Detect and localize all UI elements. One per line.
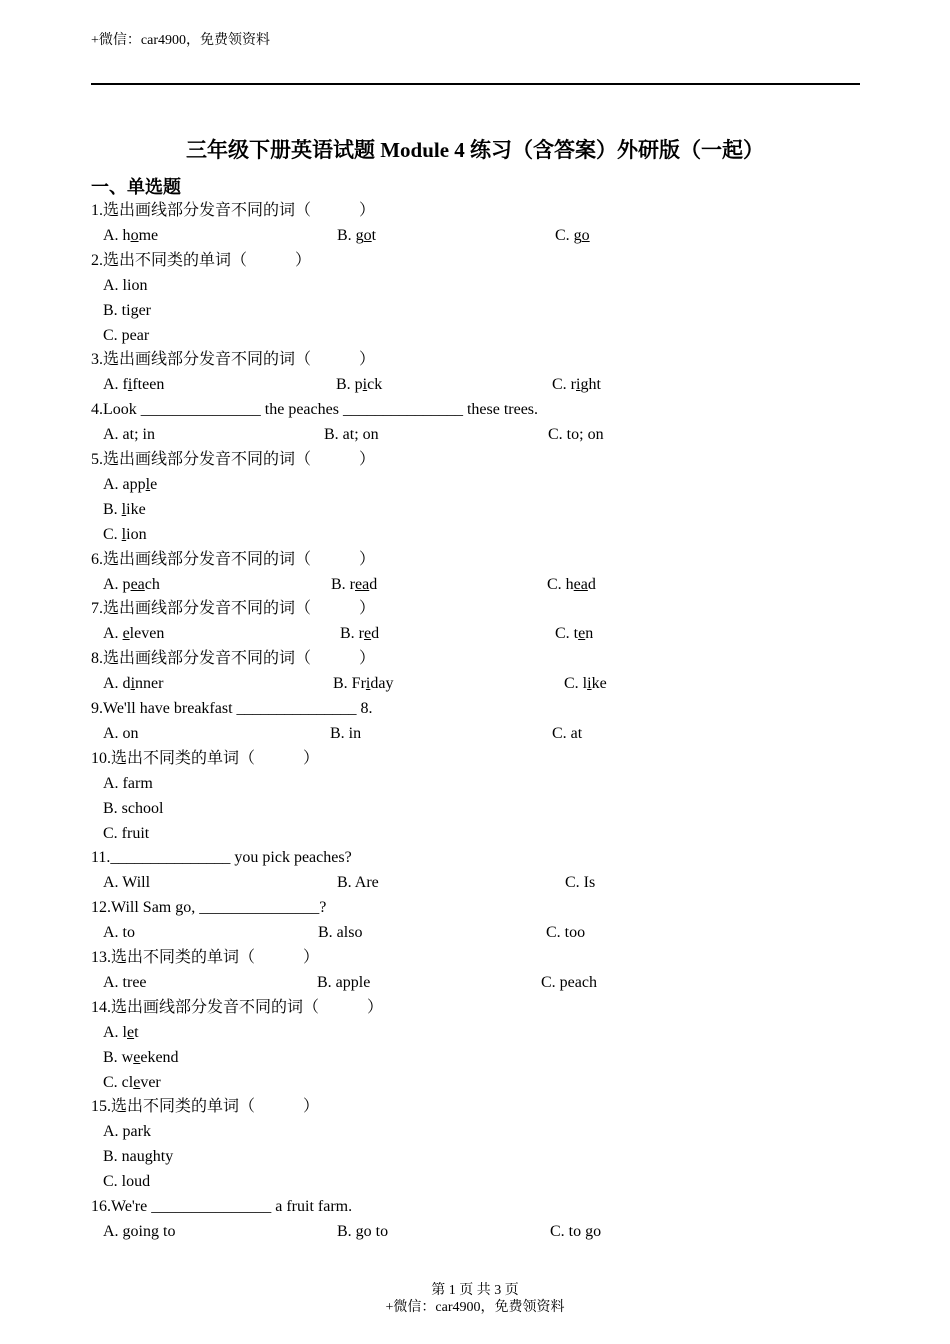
option-text: A. going to	[103, 1222, 176, 1240]
option-text: C. to go	[550, 1222, 602, 1240]
option-text: A. farm	[103, 774, 153, 792]
option-text-rest: me	[138, 226, 159, 244]
underlined-letters: i	[130, 675, 136, 693]
option-text: B. r	[340, 625, 364, 643]
option-text-rest: ch	[144, 575, 160, 593]
option-text: B. r	[331, 575, 355, 593]
option-c	[103, 525, 147, 545]
option-text-rest: leven	[129, 625, 165, 643]
option-text: C. fruit	[103, 824, 150, 842]
underlined-letters: o	[581, 226, 590, 244]
underlined-letters: e	[127, 1023, 135, 1041]
underlined-letters: o	[363, 226, 372, 244]
option-text-rest: e	[150, 475, 158, 493]
option-text: A.	[103, 625, 123, 643]
option-text: A. p	[103, 575, 131, 593]
underlined-letters: i	[365, 675, 371, 693]
option-text-rest: t	[134, 1023, 139, 1041]
option-c	[555, 624, 593, 644]
option-text-rest: d	[587, 575, 596, 593]
question-stem: 2.选出不同类的单词（ ）	[91, 251, 312, 269]
option-b	[103, 301, 151, 321]
option-text: B. w	[103, 1048, 134, 1066]
option-a	[103, 624, 164, 644]
option-b	[103, 1147, 173, 1167]
option-c	[546, 923, 585, 943]
option-text: C. pear	[103, 326, 150, 344]
option-a	[103, 375, 164, 395]
option-text: B. at; on	[324, 426, 379, 444]
option-a	[103, 873, 150, 893]
footer-note: +微信：car4900，免费领资料	[385, 1300, 565, 1315]
option-c	[103, 1172, 150, 1192]
question-stem: 6.选出画线部分发音不同的词（ ）	[91, 550, 376, 568]
option-a	[103, 425, 155, 445]
option-b	[337, 1222, 388, 1242]
option-text: B. Fr	[333, 675, 366, 693]
option-text: C. at	[552, 724, 583, 742]
option-text: A. app	[103, 475, 146, 493]
option-text-rest: d	[369, 575, 378, 593]
question-stem: 16.We're _______________ a fruit farm.	[91, 1198, 353, 1215]
option-b	[333, 674, 393, 694]
underlined-letters: e	[133, 1073, 141, 1091]
question-stem: 1.选出画线部分发音不同的词（ ）	[91, 202, 376, 219]
option-text-rest: ke	[591, 675, 607, 693]
underlined-letters: e	[133, 1048, 141, 1066]
option-text-rest: fteen	[132, 376, 165, 394]
underlined-letters: e	[364, 625, 372, 643]
option-a	[103, 1122, 151, 1142]
option-c	[564, 674, 607, 694]
underlined-letters: i	[127, 376, 133, 394]
option-c	[103, 326, 149, 346]
option-text-rest: ght	[580, 376, 601, 394]
option-a	[103, 1023, 139, 1043]
option-text: C. to; on	[548, 426, 604, 444]
option-text: C. g	[555, 226, 582, 244]
option-text: C. l	[564, 675, 588, 693]
question-stem: 8.选出画线部分发音不同的词（ ）	[91, 650, 376, 668]
option-text: A. Will	[103, 874, 151, 892]
option-text: A. to	[103, 924, 135, 942]
option-text-rest: d	[371, 625, 380, 643]
question-stem: 15.选出不同类的单词（ ）	[91, 1098, 320, 1116]
question-stem: 14.选出画线部分发音不同的词（ ）	[91, 998, 384, 1016]
option-b	[318, 923, 362, 943]
option-text: C.	[103, 525, 122, 543]
option-a	[103, 774, 153, 794]
option-text: B. g	[337, 226, 364, 244]
option-a	[103, 724, 139, 744]
option-c	[548, 425, 604, 445]
option-text: A. d	[103, 675, 131, 693]
option-a	[103, 1222, 175, 1242]
option-text: A. park	[103, 1123, 151, 1141]
option-text: C. t	[555, 625, 579, 643]
option-text: B. naughty	[103, 1148, 174, 1166]
option-b	[103, 1048, 179, 1068]
option-text: A. lion	[103, 276, 148, 294]
option-text: C. Is	[565, 874, 596, 892]
option-c	[565, 873, 595, 893]
option-a	[103, 276, 147, 296]
option-c	[541, 973, 597, 993]
option-a	[103, 674, 163, 694]
option-b	[337, 873, 379, 893]
header-note: +微信：car4900，免费领资料	[91, 33, 270, 48]
question-stem: 5.选出画线部分发音不同的词（ ）	[91, 451, 376, 468]
option-text: A. tree	[103, 973, 147, 991]
option-text: B. tiger	[103, 301, 151, 319]
underlined-letters: i	[362, 376, 368, 394]
option-text-rest: t	[371, 226, 377, 244]
option-c	[550, 1222, 601, 1242]
question-stem: 12.Will Sam go, _______________?	[91, 899, 327, 917]
question-stem: 3.选出画线部分发音不同的词（ ）	[91, 351, 376, 369]
option-text: C. too	[546, 924, 586, 942]
option-text-rest: ck	[367, 376, 383, 394]
option-c	[103, 1073, 161, 1093]
underlined-letters: l	[121, 500, 127, 518]
option-text-rest: ver	[140, 1073, 161, 1091]
option-text: A. at; in	[103, 426, 155, 444]
option-text: B. also	[318, 924, 363, 942]
option-b	[103, 799, 163, 819]
page-title: 三年级下册英语试题 Module 4 练习（含答案）外研版（一起）	[185, 138, 765, 162]
underlined-letters: ea	[573, 575, 588, 593]
option-b	[324, 425, 379, 445]
option-b	[103, 500, 146, 520]
option-text: A. h	[103, 226, 131, 244]
underlined-letters: e	[122, 625, 130, 643]
option-b	[317, 973, 370, 993]
option-text: C. cl	[103, 1073, 134, 1091]
option-text: C. peach	[541, 973, 597, 991]
option-text: B. in	[330, 724, 362, 742]
underlined-letters: o	[130, 226, 139, 244]
option-c	[547, 575, 596, 595]
question-stem: 7.选出画线部分发音不同的词（ ）	[91, 600, 376, 618]
header-divider	[91, 83, 860, 85]
option-text: B. Are	[337, 874, 379, 892]
underlined-letters: l	[121, 525, 127, 543]
question-stem: 13.选出不同类的单词（ ）	[91, 949, 320, 966]
question-stem: 4.Look _______________ the peaches _______________ these trees.	[91, 401, 539, 419]
option-b	[330, 724, 361, 744]
option-text: B. apple	[317, 973, 371, 991]
option-c	[103, 824, 149, 844]
underlined-letters: e	[578, 625, 586, 643]
underlined-letters: i	[587, 675, 592, 693]
underlined-letters: ea	[130, 575, 145, 593]
option-text-rest: nner	[135, 675, 164, 693]
option-text: B. p	[336, 376, 363, 394]
option-text: B.	[103, 500, 122, 518]
page-number: 第 1 页 共 3 页	[431, 1283, 519, 1298]
option-b	[331, 575, 377, 595]
option-a	[103, 575, 160, 595]
option-text: B. go to	[337, 1222, 389, 1240]
section-title: 一、单选题	[91, 177, 181, 197]
option-b	[336, 375, 382, 395]
underlined-letters: ea	[355, 575, 370, 593]
option-c	[552, 375, 601, 395]
option-c	[552, 724, 582, 744]
option-text: A. on	[103, 724, 139, 742]
option-text: B. school	[103, 799, 164, 817]
underlined-letters: l	[145, 475, 151, 493]
option-a	[103, 475, 157, 495]
option-text: A. l	[103, 1023, 127, 1041]
option-text-rest: n	[585, 625, 594, 643]
option-text: C. h	[547, 575, 574, 593]
option-a	[103, 923, 135, 943]
option-text: C. r	[552, 376, 576, 394]
underlined-letters: i	[576, 376, 581, 394]
option-text-rest: ekend	[140, 1048, 179, 1066]
question-stem: 9.We'll have breakfast _______________ 8.	[91, 700, 373, 717]
option-b	[337, 226, 376, 246]
option-text-rest: ion	[126, 525, 147, 543]
option-a	[103, 973, 147, 993]
option-text-rest: day	[370, 675, 394, 693]
option-text: A. f	[103, 376, 128, 394]
option-b	[340, 624, 379, 644]
option-text: C. loud	[103, 1173, 151, 1191]
option-text-rest: ike	[126, 500, 146, 518]
option-a	[103, 226, 158, 246]
question-stem: 10.选出不同类的单词（ ）	[91, 749, 320, 767]
option-c	[555, 226, 590, 246]
question-stem: 11._______________ you pick peaches?	[91, 849, 352, 867]
